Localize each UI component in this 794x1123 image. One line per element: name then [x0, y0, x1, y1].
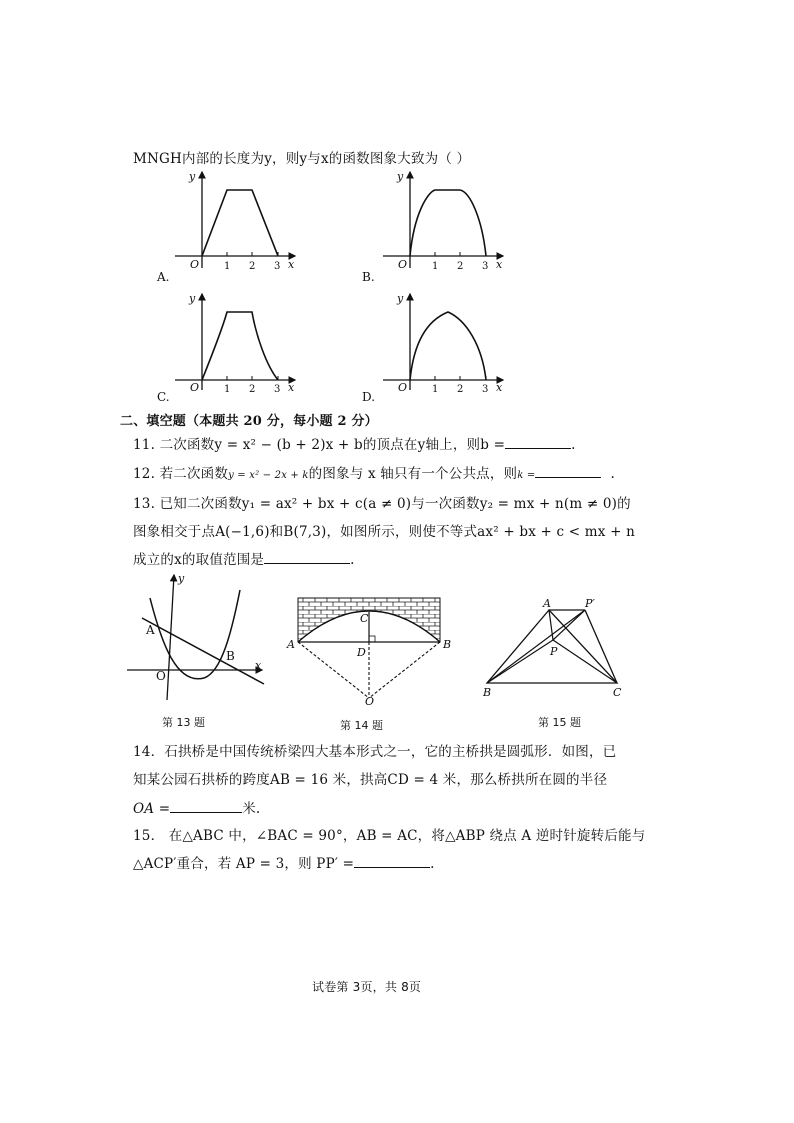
fig13-origin: O [156, 669, 166, 683]
q12-formula: y = x² − 2x + k [228, 470, 309, 481]
option-b-label: B. [362, 270, 375, 284]
option-a-label: A. [157, 270, 170, 284]
graph-c-x-label: x [288, 381, 295, 394]
option-d-label: D. [362, 390, 376, 404]
graph-a-x-label: x [288, 258, 295, 271]
graph-c-tick-2: 2 [249, 384, 256, 395]
fig13-x-label: x [255, 659, 262, 672]
q11-number: 11. [133, 437, 156, 453]
fig14-point-o: O [365, 695, 375, 705]
q14-line1: 14．石拱桥是中国传统桥梁四大基本形式之一，它的主桥拱是圆弧形．如图，已 [133, 744, 617, 760]
fig15-point-p-prime: P′ [585, 597, 595, 610]
graph-d-tick-3: 3 [482, 384, 489, 395]
q12-text-post: 的图象与 x 轴只有一个公共点，则 [308, 466, 518, 482]
graph-b-tick-1: 1 [432, 261, 439, 272]
q15-line1: 15． 在△ABC 中，∠BAC = 90°，AB = AC，将△ABP 绕点 A 逆时针旋转后能与 [133, 828, 646, 844]
fig15-point-p: P [550, 645, 558, 658]
q15-end: . [430, 856, 435, 872]
fig13-y-label: y [178, 572, 185, 585]
q12-answer-blank[interactable] [535, 463, 601, 478]
fig13-point-b: B [226, 649, 235, 663]
figure-15 [475, 595, 635, 700]
graph-b-tick-3: 3 [482, 261, 489, 272]
q13-line2: 图象相交于点A(−1,6)和B(7,3)，如图所示，则使不等式ax² + bx + c < mx + n [133, 524, 635, 540]
fig15-point-b: B [483, 686, 492, 699]
page-footer: 试卷第 3页，共 8页 [312, 980, 422, 994]
q14-line3-post: 米. [242, 801, 261, 817]
fig15-caption: 第 15 题 [538, 716, 581, 729]
graph-c-tick-1: 1 [224, 384, 231, 395]
q12-number: 12. [133, 466, 156, 482]
figure-13 [122, 570, 272, 705]
graph-b [378, 168, 513, 273]
graph-a-tick-3: 3 [274, 261, 281, 272]
graph-c [170, 290, 305, 395]
fig13-point-a: A [146, 623, 155, 637]
fig14-point-d: D [357, 646, 366, 659]
q12-text-pre: 若二次函数 [159, 466, 229, 482]
question-14-line3 [133, 797, 260, 817]
question-11 [133, 433, 576, 453]
figure-14 [285, 590, 455, 705]
q14-answer-blank[interactable] [170, 798, 242, 813]
graph-d-y-label: y [397, 292, 404, 305]
q14-line2: 知某公园石拱桥的跨度AB = 16 米，拱高CD = 4 米，那么桥拱所在圆的半径 [133, 772, 608, 788]
graph-d-tick-2: 2 [457, 384, 464, 395]
graph-d-origin: O [398, 381, 408, 394]
graph-a [170, 168, 305, 273]
q11-answer-blank[interactable] [505, 434, 571, 449]
graph-a-tick-1: 1 [224, 261, 231, 272]
graph-b-y-label: y [397, 170, 404, 183]
fig14-point-c: C [360, 612, 369, 625]
fig14-point-b: B [443, 638, 452, 651]
q11-end: . [571, 437, 576, 453]
q13-end: . [350, 552, 355, 568]
fig13-caption: 第 13 题 [162, 716, 205, 729]
graph-d-tick-1: 1 [432, 384, 439, 395]
q10-tail-text: MNGH内部的长度为y，则y与x的函数图象大致为（ ） [133, 151, 471, 167]
graph-b-x-label: x [496, 258, 503, 271]
graph-b-origin: O [398, 258, 408, 271]
q12-k-label: k = [517, 470, 536, 481]
q15-line2-pre: △ACP′重合，若 AP = 3，则 PP′ = [133, 856, 355, 872]
graph-c-tick-3: 3 [274, 384, 281, 395]
question-12 [133, 462, 615, 482]
fig15-point-a: A [543, 597, 551, 610]
q15-answer-blank[interactable] [354, 853, 430, 868]
fig14-point-a: A [287, 638, 295, 651]
q12-end: . [610, 466, 615, 482]
graph-d-x-label: x [496, 381, 503, 394]
graph-a-tick-2: 2 [249, 261, 256, 272]
q11-text: 二次函数y = x² − (b + 2)x + b的顶点在y轴上，则b = [159, 437, 506, 453]
q13-number: 13. [133, 496, 156, 512]
q14-line3-pre: OA = [133, 801, 171, 817]
graph-b-tick-2: 2 [457, 261, 464, 272]
graph-d [378, 290, 513, 395]
q13-answer-blank[interactable] [264, 549, 350, 564]
q13-line1: 已知二次函数y₁ = ax² + bx + c(a ≠ 0)与一次函数y₂ = mx + n(m ≠ 0)的 [159, 496, 631, 512]
question-13-line3 [133, 548, 355, 568]
graph-a-y-label: y [189, 170, 196, 183]
fig14-caption: 第 14 题 [340, 719, 383, 732]
graph-c-origin: O [190, 381, 200, 394]
question-15-line2 [133, 852, 435, 872]
fig15-point-c: C [613, 686, 622, 699]
section-heading: 二、填空题（本题共 20 分，每小题 2 分） [120, 414, 378, 429]
q13-line3: 成立的x的取值范围是 [133, 552, 265, 568]
graph-a-origin: O [190, 258, 200, 271]
option-c-label: C. [157, 390, 170, 404]
graph-c-y-label: y [189, 292, 196, 305]
question-13-line1 [133, 492, 631, 512]
